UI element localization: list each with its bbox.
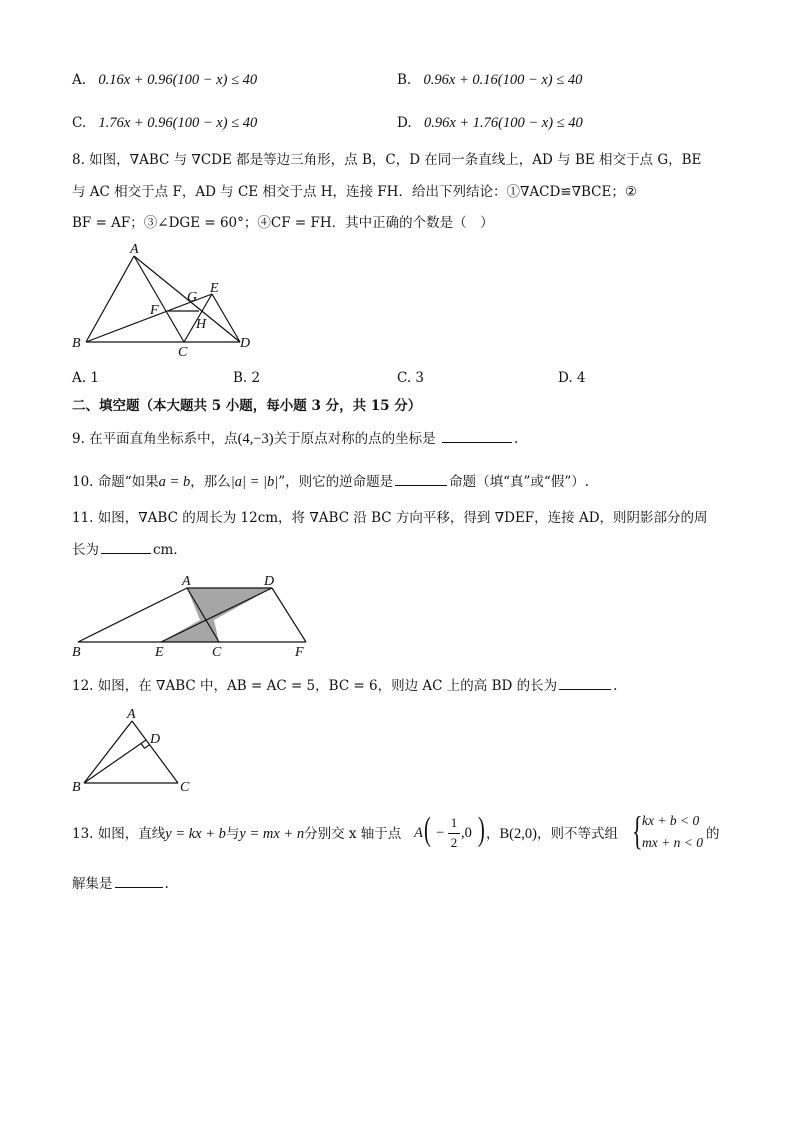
q7-option-b-label: B. — [397, 72, 412, 88]
q11-label-a: A — [182, 574, 191, 589]
q12-end: . — [613, 678, 618, 694]
q11-label-d: D — [264, 574, 275, 589]
q13-paren-right: ) — [478, 811, 485, 848]
q13-minus-sign: − — [436, 825, 445, 841]
q8-label-e: E — [210, 281, 219, 296]
q12-label-b: B — [72, 780, 81, 795]
q7-option-c[interactable] — [72, 114, 257, 132]
q13-brace: { — [632, 808, 643, 853]
q9-answer-blank[interactable] — [442, 429, 512, 443]
q11-line-2-post: cm． — [153, 542, 187, 558]
q13-frac-num: 1 — [450, 815, 458, 830]
q10-conclusion: |a| = |b| — [230, 474, 279, 490]
q8-label-f: F — [150, 303, 159, 318]
q13-eq2: y = mx + n — [239, 826, 305, 842]
q8-label-d: D — [240, 336, 251, 351]
q7-option-c-expr: 1.76x + 0.96(100 − x) ≤ 40 — [98, 115, 258, 131]
q7-option-a-expr: 0.16x + 0.96(100 − x) ≤ 40 — [98, 72, 258, 88]
q9-text-pre: 9. 在平面直角坐标系中，点 — [72, 431, 238, 447]
q13-frac-den: 2 — [450, 835, 458, 850]
section-2-title: 二、填空题（本大题共 5 小题，每小题 3 分，共 15 分） — [72, 398, 422, 414]
q11-figure — [68, 570, 318, 660]
q8-label-h: H — [196, 317, 207, 332]
q8-option-d[interactable]: D. 4 — [558, 370, 586, 386]
q12-answer-blank[interactable] — [559, 676, 611, 690]
q13-line-1 — [72, 825, 401, 843]
q10-condition: a = b — [158, 474, 191, 490]
q12-label-c: C — [180, 780, 190, 795]
q13-end: . — [164, 876, 169, 892]
q8-option-b[interactable]: B. 2 — [233, 370, 261, 386]
q12-figure — [68, 705, 208, 797]
q8-line-1: 8. 如图，∇ABC 与 ∇CDE 都是等边三角形，点 B，C，D 在同一条直线上，AD 与 BE 相交于点 G，BE — [72, 152, 702, 168]
q11-answer-blank[interactable] — [101, 540, 151, 554]
q8-label-c: C — [178, 345, 188, 360]
q9-text-post: 关于原点对称的点的坐标是 — [273, 431, 436, 447]
q13-point-a-post: ,0 — [461, 825, 472, 841]
q7-option-b-expr: 0.96x + 0.16(100 − x) ≤ 40 — [423, 72, 583, 88]
q13-text-mid3: ，则不等式组 — [536, 826, 618, 842]
q13-paren-left: ( — [424, 811, 431, 848]
q11-label-c: C — [212, 645, 222, 660]
q10-end: 命题（填“真”或“假”）. — [449, 474, 590, 490]
q13-line-2-text: 解集是 — [72, 876, 113, 892]
q7-option-c-label: C. — [72, 115, 87, 131]
q7-option-d-expr: 0.96x + 1.76(100 − x) ≤ 40 — [423, 115, 583, 131]
q11-line-1: 11. 如图，∇ABC 的周长为 12cm，将 ∇ABC 沿 BC 方向平移，得到 ∇DEF，连接 AD，则阴影部分的周 — [72, 510, 708, 526]
q10-text-pre: 10. 命题“如果 — [72, 474, 159, 490]
q10 — [72, 472, 589, 491]
q11-label-f: F — [295, 645, 304, 660]
q12-label-d: D — [150, 732, 161, 747]
q12 — [72, 676, 617, 695]
q8-label-g: G — [187, 290, 198, 305]
q8-label-a: A — [130, 242, 139, 257]
q9 — [72, 429, 518, 448]
q13-text-mid2: 分别交 x 轴于点 — [304, 826, 402, 842]
q13-line-2 — [72, 874, 169, 893]
q9-point: (4,−3) — [237, 431, 274, 447]
q11-line-2 — [72, 540, 187, 559]
q11-line-2-pre: 长为 — [72, 542, 99, 558]
q7-option-d[interactable] — [397, 114, 583, 132]
q12-text: 12. 如图，在 ∇ABC 中，AB = AC = 5，BC = 6，则边 AC 上的高 BD 的长为 — [72, 678, 558, 694]
q8-line-3: BF = AF；③∠DGE = 60°；④CF = FH．其中正确的个数是（ ） — [72, 215, 494, 231]
q10-answer-blank[interactable] — [395, 472, 447, 486]
q13-point-b: B(2,0) — [499, 826, 537, 842]
q7-option-d-label: D. — [397, 115, 412, 131]
q13-answer-blank[interactable] — [115, 874, 163, 888]
q13-eq1: y = kx + b — [165, 826, 226, 842]
q13-text-mid1: 与 — [225, 826, 240, 842]
q10-text-mid: ，那么 — [190, 474, 231, 490]
q13-tail: 的 — [706, 826, 720, 842]
q8-line-2: 与 AC 相交于点 F，AD 与 CE 相交于点 H，连接 FH．给出下列结论：①∇ACD≌∇BCE；② — [72, 184, 637, 200]
q9-end: . — [513, 431, 519, 447]
q13-frac-bar — [448, 833, 460, 834]
q8-option-c[interactable]: C. 3 — [397, 370, 425, 386]
q12-label-a: A — [127, 707, 136, 722]
q8-label-b: B — [72, 336, 81, 351]
q13-point-a-name: A — [414, 825, 423, 841]
q13-ineq-2: mx + n < 0 — [642, 835, 703, 850]
q11-label-b: B — [72, 645, 81, 660]
q13-ineq-1: kx + b < 0 — [642, 813, 700, 828]
q8-figure — [68, 240, 268, 364]
q8-option-a[interactable]: A. 1 — [72, 370, 99, 386]
q7-option-a-label: A. — [72, 72, 87, 88]
q13-line-1b: ，B(2,0)，则不等式组 — [486, 826, 618, 842]
q11-label-e: E — [155, 645, 164, 660]
q7-option-a[interactable] — [72, 71, 257, 89]
q13-system — [632, 808, 714, 856]
q10-text-post: ”，则它的逆命题是 — [278, 474, 394, 490]
q13-text-pre: 13. 如图，直线 — [72, 826, 166, 842]
q7-option-b[interactable] — [397, 71, 582, 89]
